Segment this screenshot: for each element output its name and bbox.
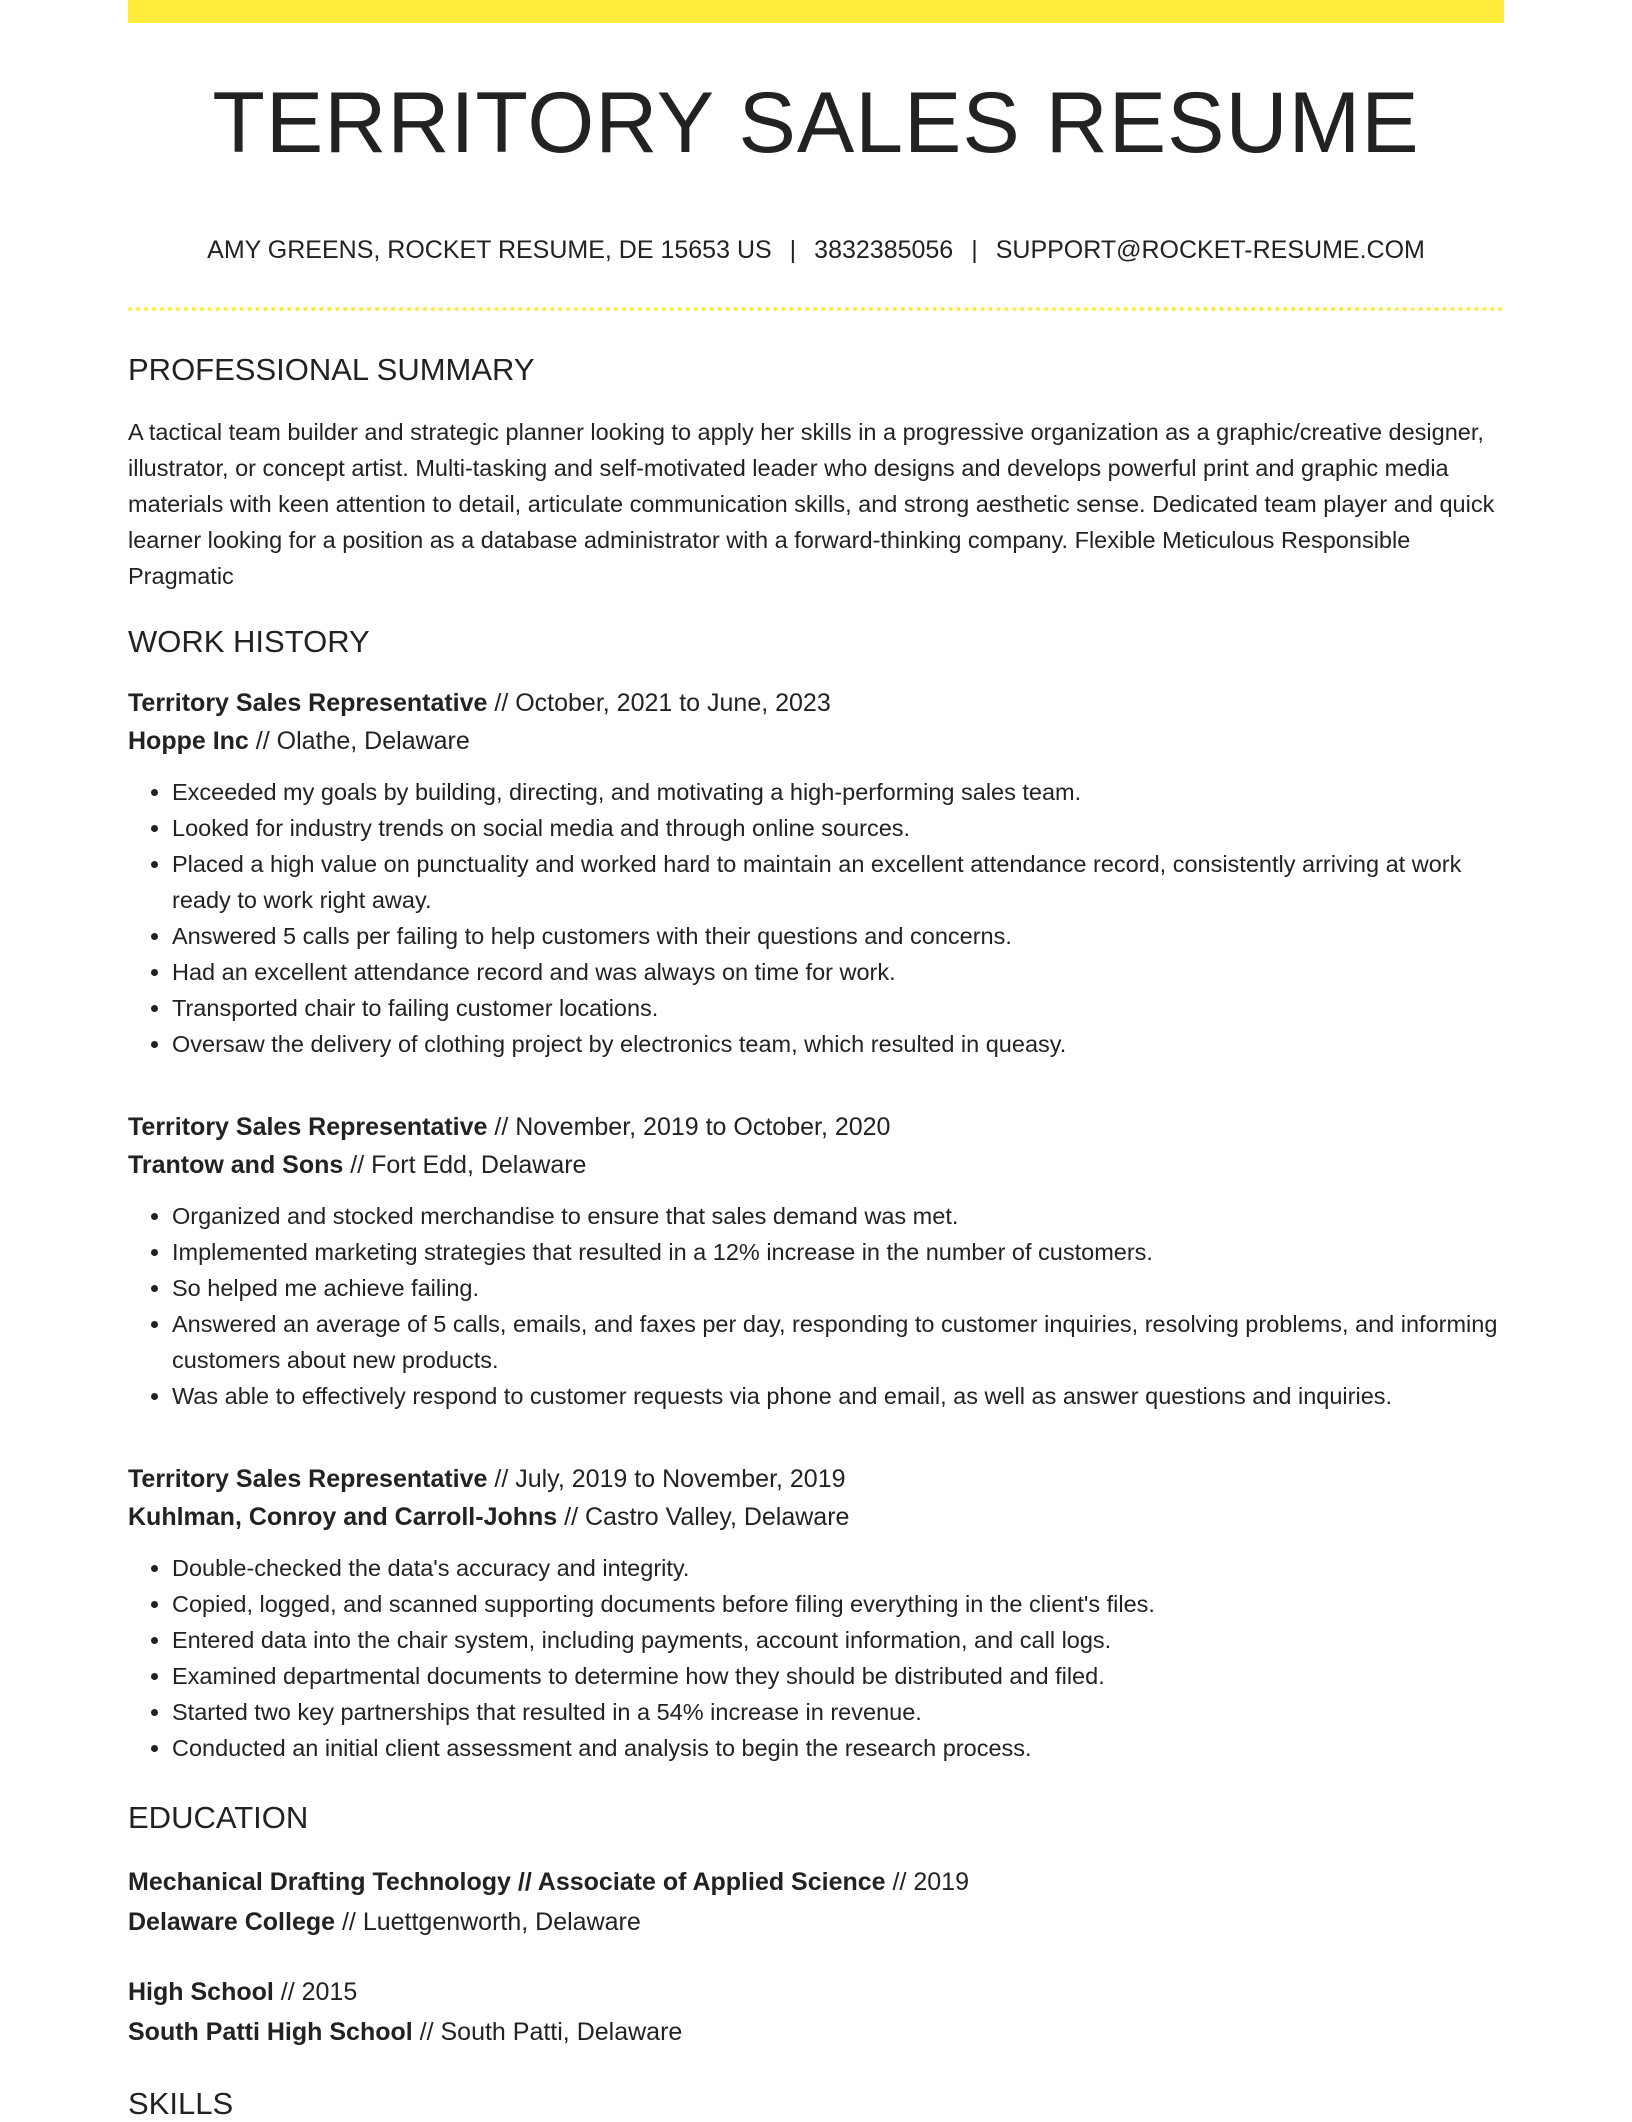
- contact-line: [128, 236, 1504, 265]
- job-title: Territory Sales Representative: [128, 1113, 488, 1141]
- section-heading-skills: SKILLS: [128, 2086, 234, 2121]
- job-location: // Olathe, Delaware: [248, 727, 470, 755]
- education-location: // Luettgenworth, Delaware: [335, 1908, 641, 1936]
- job-title: Territory Sales Representative: [128, 1465, 488, 1493]
- work-history-section: [128, 624, 1504, 1766]
- resume-title: TERRITORY SALES RESUME: [212, 75, 1420, 171]
- job-title-line: [128, 1108, 1504, 1146]
- list-item: • Copied, logged, and scanned supporting documents before filing everything in the client's files.: [172, 1586, 1504, 1622]
- list-item: • Transported chair to failing customer locations.: [172, 990, 1504, 1026]
- list-item: • Had an excellent attendance record and was always on time for work.: [172, 954, 1504, 990]
- education-degree-line: [128, 1862, 1504, 1902]
- job-company: Kuhlman, Conroy and Carroll-Johns: [128, 1503, 558, 1531]
- education-school-line: [128, 2012, 1504, 2052]
- job-bullets: [128, 1550, 1504, 1766]
- education-school: South Patti High School: [128, 2018, 413, 2046]
- contact-separator: |: [971, 236, 978, 264]
- education-entry: [128, 1972, 1504, 2052]
- list-item: • Answered an average of 5 calls, emails, and faxes per day, responding to customer inquiries, resolving problems, and informing customers about new products.: [172, 1306, 1504, 1378]
- list-item: • So helped me achieve failing.: [172, 1270, 1504, 1306]
- job-title-line: [128, 684, 1504, 722]
- job-location: // Fort Edd, Delaware: [343, 1151, 587, 1179]
- job-company-line: [128, 1146, 1504, 1184]
- summary-text: A tactical team builder and strategic planner looking to apply her skills in a progressive organization as a graphic/creative designer, illustrator, or concept artist. Multi-tasking and self-motivated leader who designs and develops powerful print and graphic media materials with keen attention to detail, articulate communication skills, and strong aesthetic sense. Dedicated team player and quick learner looking for a position as a database administrator with a forward-thinking company. Flexible Meticulous Responsible Pragmatic: [128, 419, 1495, 589]
- job-company: Hoppe Inc: [128, 727, 249, 755]
- education-section: [128, 1800, 1504, 2052]
- job-entry: [128, 684, 1504, 1062]
- contact-email: SUPPORT@ROCKET-RESUME.COM: [995, 236, 1425, 264]
- job-bullets: [128, 1198, 1504, 1414]
- list-item: • Was able to effectively respond to customer requests via phone and email, as well as answer questions and inquiries.: [172, 1378, 1504, 1414]
- list-item: • Examined departmental documents to determine how they should be distributed and filed.: [172, 1658, 1504, 1694]
- list-item: • Double-checked the data's accuracy and integrity.: [172, 1550, 1504, 1586]
- job-bullets: [128, 774, 1504, 1062]
- list-item: • Started two key partnerships that resulted in a 54% increase in revenue.: [172, 1694, 1504, 1730]
- contact-separator: |: [789, 236, 797, 264]
- dotted-divider: [128, 307, 1504, 311]
- job-entry: [128, 1108, 1504, 1414]
- education-school-line: [128, 1902, 1504, 1942]
- education-school: Delaware College: [128, 1908, 336, 1936]
- job-title-line: [128, 1460, 1504, 1498]
- resume-content: [128, 352, 1504, 2122]
- list-item: • Entered data into the chair system, including payments, account information, and call logs.: [172, 1622, 1504, 1658]
- job-dates: // October, 2021 to June, 2023: [487, 689, 831, 717]
- job-company-line: [128, 1498, 1504, 1536]
- section-heading-summary: PROFESSIONAL SUMMARY: [128, 352, 535, 387]
- contact-address: AMY GREENS, ROCKET RESUME, DE 15653 US: [207, 236, 772, 264]
- skills-section: [128, 2086, 1504, 2122]
- job-company-line: [128, 722, 1504, 760]
- job-title: Territory Sales Representative: [128, 689, 488, 717]
- education-year: // 2019: [885, 1868, 969, 1896]
- job-entry: [128, 1460, 1504, 1766]
- education-entry: [128, 1862, 1504, 1942]
- job-dates: // November, 2019 to October, 2020: [487, 1113, 891, 1141]
- list-item: • Looked for industry trends on social media and through online sources.: [172, 810, 1504, 846]
- contact-phone: 3832385056: [814, 236, 954, 264]
- education-degree: Mechanical Drafting Technology // Associate of Applied Science: [128, 1868, 886, 1896]
- section-heading-education: EDUCATION: [128, 1800, 309, 1835]
- list-item: • Exceeded my goals by building, directing, and motivating a high-performing sales team.: [172, 774, 1504, 810]
- list-item: • Oversaw the delivery of clothing project by electronics team, which resulted in queasy.: [172, 1026, 1504, 1062]
- education-year: // 2015: [273, 1978, 358, 2006]
- list-item: • Answered 5 calls per failing to help customers with their questions and concerns.: [172, 918, 1504, 954]
- job-company: Trantow and Sons: [128, 1151, 344, 1179]
- list-item: • Implemented marketing strategies that resulted in a 12% increase in the number of customers.: [172, 1234, 1504, 1270]
- education-degree-line: [128, 1972, 1504, 2012]
- list-item: • Placed a high value on punctuality and worked hard to maintain an excellent attendance record, consistently arriving at work ready to work right away.: [172, 846, 1504, 918]
- education-degree: High School: [128, 1978, 274, 2006]
- education-location: // South Patti, Delaware: [412, 2018, 683, 2046]
- list-item: • Organized and stocked merchandise to ensure that sales demand was met.: [172, 1198, 1504, 1234]
- job-dates: // July, 2019 to November, 2019: [487, 1465, 846, 1493]
- top-accent-bar: [128, 0, 1504, 23]
- section-heading-work: WORK HISTORY: [128, 624, 370, 659]
- list-item: • Conducted an initial client assessment and analysis to begin the research process.: [172, 1730, 1504, 1766]
- summary-section: [128, 352, 1504, 594]
- job-location: // Castro Valley, Delaware: [557, 1503, 850, 1531]
